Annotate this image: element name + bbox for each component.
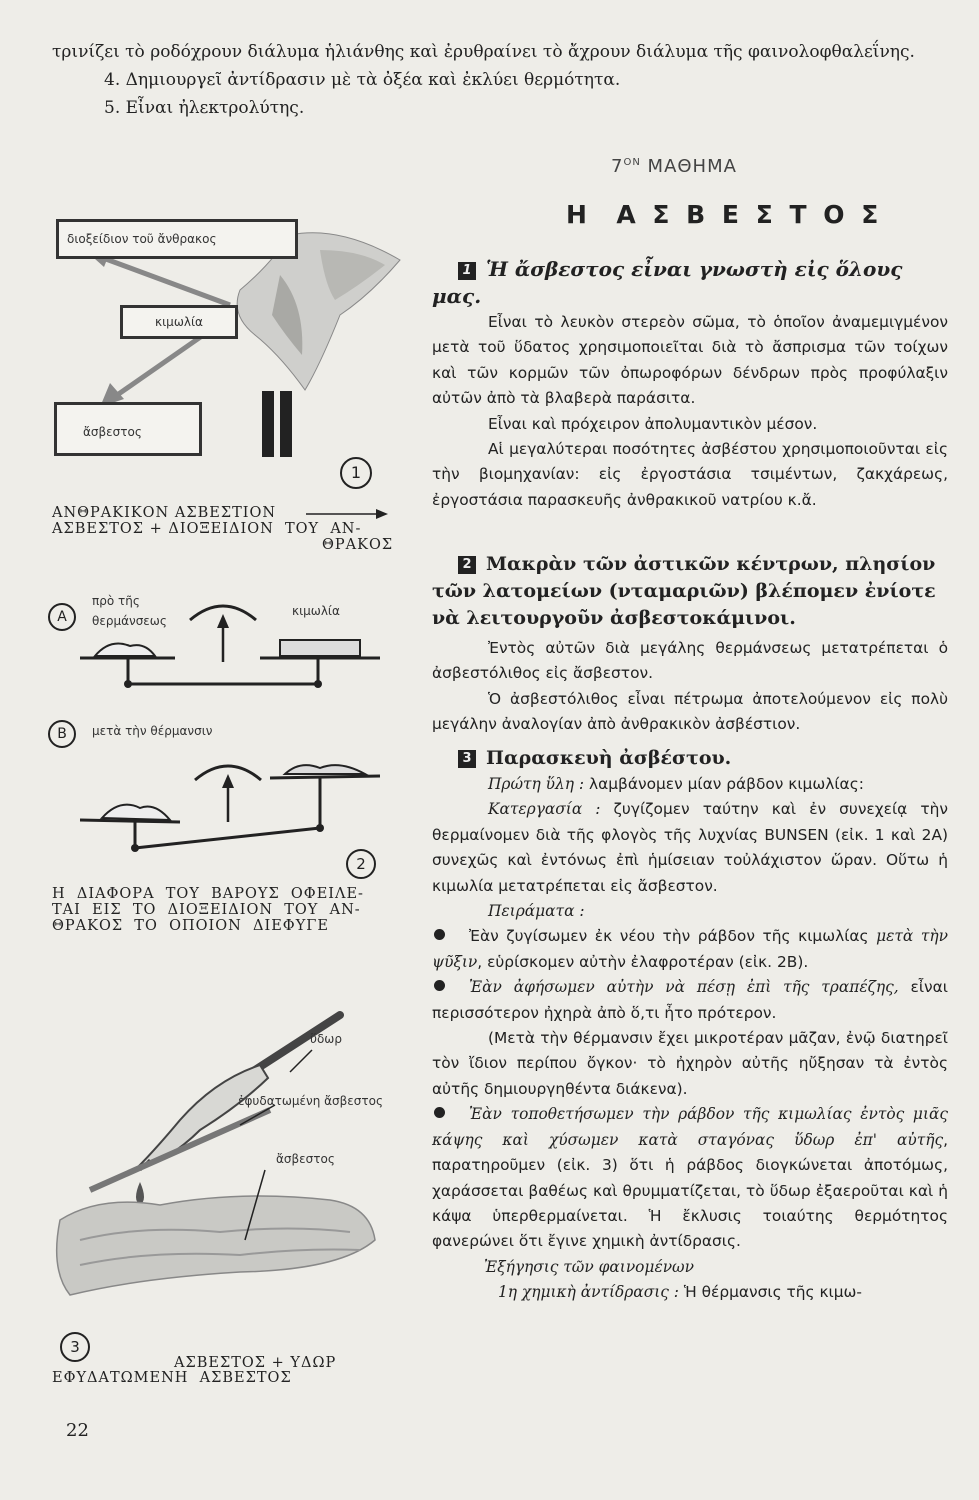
- experiment-3-text: , παρατηροῦμεν (εἰκ. 3) ὅτι ἡ ράβδος διογκώνεται ἀποτόμως, χαράσσεται βαθέως καὶ θρυμματίζεται, τὸ ὕδωρ ἐξαεροῦται καὶ ἡ κάψα ὑπερθερμαίνεται. Ἡ ἔκλυσις τοιαύτης θερμότητος φανερώνει ὅτι ἔγινε χημικὴ ἀντίδρασις.: [432, 1130, 948, 1251]
- figure-2a-chalk-label: κιμωλία: [292, 604, 340, 618]
- experiment-1-italic: μετὰ τὴν ψῦξιν: [432, 927, 948, 971]
- figure-2-caption-2: ΤΑΙ ΕΙΣ ΤΟ ΔΙΟΞΕΙΔΙΟΝ ΤΟΥ ΑΝ-: [52, 902, 361, 918]
- section-1-p3: Αἱ μεγαλύτεραι ποσότητες ἀσβέστου χρησιμοποιοῦνται εἰς τὴν βιομηχανίαν: εἰς ἐργοστάσια τσιμέντων, ζακχάρεως, ἐργοστάσια παρασκευῆς ἀνθρακικοῦ νατρίου κ.ἄ.: [432, 440, 948, 509]
- bullet-icon: [434, 929, 445, 940]
- figure-2b-label: μετὰ τὴν θέρμανσιν: [92, 724, 213, 738]
- section-1-p1: Εἶναι τὸ λευκὸν στερεὸν σῶμα, τὸ ὁποῖον ἀναμεμιγμένον μετὰ τοῦ ὕδατος χρησιμοποιεῖται διὰ τὸ ἄσπρισμα τῶν τοίχων καὶ τῶν κορμῶν τῶν ὀπωροφόρων δένδρων πρὸς προφύλαξιν αὐτῶν ἀπὸ τὰ βλαβερὰ παράσιτα.: [432, 313, 948, 408]
- figure-2a-label-1: πρὸ τῆς: [92, 594, 140, 608]
- experiment-2: [432, 975, 948, 1026]
- figure-2-number: 2: [346, 849, 376, 879]
- section-2-heading: [432, 551, 948, 632]
- section-1-heading: [432, 256, 948, 310]
- section-1-p2: Εἶναι καὶ πρόχειρον ἀπολυμαντικὸν μέσον.: [488, 414, 818, 433]
- figure-2-caption-1: Η ΔΙΑΦΟΡΑ ΤΟΥ ΒΑΡΟΥΣ ΟΦΕΙΛΕ-: [52, 886, 364, 902]
- section-3-heading: [432, 745, 948, 772]
- figure-2b-balance: [80, 750, 390, 860]
- intro-line-1: τρινίζει τὸ ροδόχρουν διάλυμα ἡλιάνθης καὶ ἐρυθραίνει τὸ ἄχρουν διάλυμα τῆς φαινολοφθαλεΐνης.: [52, 42, 915, 62]
- figure-3-drawing: [40, 1010, 430, 1330]
- raw-material-text: λαμβάνομεν μίαν ράβδον κιμωλίας:: [584, 775, 864, 793]
- section-2-number: 2: [458, 556, 476, 574]
- intro-line-2: 4. Δημιουργεῖ ἀντίδρασιν μὲ τὰ ὀξέα καὶ ἐκλύει θερμότητα.: [104, 70, 621, 90]
- figure-1-caption-1: ΑΝΘΡΑΚΙΚΟΝ ΑΣΒΕΣΤΙΟΝ: [52, 505, 277, 521]
- section-2-heading-text: Μακρὰν τῶν ἀστικῶν κέντρων, πλησίον τῶν λατομείων (νταμαριῶν) βλέπομεν ἐνίοτε νὰ λειτουργοῦν ἀσβεστοκάμινοι.: [432, 553, 936, 629]
- lime-label: ἄσβεστος: [276, 1152, 335, 1166]
- figure-2b-marker: B: [48, 720, 76, 748]
- experiment-2-italic: Ἐὰν ἀφήσωμεν αὐτὴν νὰ πέσῃ ἐπὶ τῆς τραπέζης,: [469, 978, 899, 997]
- lesson-word: ΜΑΘΗΜΑ: [647, 156, 737, 177]
- explanation-heading: [432, 1255, 948, 1280]
- explanation-paren: (Μετὰ τὴν θέρμανσιν ἔχει μικροτέραν μᾶζαν, ἐνῷ διατηρεῖ τὸν ἴδιον περίπου ὄγκον· τὸ ἠχηρὸν αὐτῆς ηὔξησαν τὰ ἐντὸς αὐτῆς δημιουργηθέντα διάκενα).: [432, 1029, 948, 1098]
- section-2-p1: Ἐντὸς αὐτῶν διὰ μεγάλης θερμάνσεως μετατρέπεται ὁ ἀσβεστόλιθος εἰς ἄσβεστον.: [432, 639, 948, 683]
- first-reaction-text: Ἡ θέρμανσις τῆς κιμω-: [678, 1283, 862, 1302]
- experiments-label: [432, 899, 948, 924]
- experiment-1: [432, 924, 948, 975]
- intro-line-3: 5. Εἶναι ἠλεκτρολύτης.: [104, 98, 305, 118]
- section-3-number: 3: [458, 750, 476, 768]
- bullet-icon: [434, 980, 445, 991]
- figure-1-number: 1: [340, 457, 372, 489]
- first-reaction: [432, 1280, 948, 1305]
- figure-3-caption-1: ΑΣΒΕΣΤΟΣ + ΥΔΩΡ: [174, 1355, 337, 1371]
- section-2-p2: Ὁ ἀσβεστόλιθος εἶναι πέτρωμα ἀποτελούμενον εἰς πολὺ μεγάλην ἀναλογίαν ἀπὸ ἀνθρακικὸν ἀσβέστιον.: [432, 689, 948, 734]
- experiment-1-text: Ἐὰν ζυγίσωμεν ἐκ νέου τὴν ράβδον τῆς κιμωλίας: [469, 927, 877, 946]
- figure-3-caption-2: ΕΦΥΔΑΤΩΜΕΝΗ ΑΣΒΕΣΤΟΣ: [52, 1370, 292, 1386]
- figure-2a-marker: A: [48, 603, 76, 631]
- explanation-heading-text: Ἐξήγησις τῶν φαινομένων: [484, 1257, 694, 1276]
- section-2: [432, 551, 948, 738]
- lesson-ordinal: ΟΝ: [623, 157, 641, 168]
- experiment-3: [432, 1102, 948, 1254]
- raw-material-label: Πρώτη ὕλη :: [488, 775, 585, 793]
- figure-1-caption-2: ΑΣΒΕΣΤΟΣ + ΔΙΟΞΕΙΔΙΟΝ ΤΟΥ ΑΝ-: [52, 521, 362, 537]
- procedure-text: ζυγίζομεν ταύτην καὶ ἐν συνεχείᾳ τὴν θερμαίνομεν διὰ τῆς φλογὸς τῆς λυχνίας BUNSEN (εἰκ. 1 καὶ 2Α) συνεχῶς καὶ ἐντόνως ἐπὶ ἡμίσειαν τοὐλάχιστον ὥραν. Οὕτω ἡ κιμωλία μετατρέπεται εἰς ἄσβεστον.: [432, 800, 948, 895]
- experiment-3-italic: Ἐὰν τοποθετήσωμεν τὴν ράβδον τῆς κιμωλίας ἐντὸς μιᾶς κάψης καὶ χύσωμεν κατὰ σταγόνας ὕδωρ ἐπ' αὐτῆς: [432, 1105, 948, 1149]
- raw-material: [432, 772, 948, 797]
- reaction-arrow-icon: [304, 506, 390, 522]
- bullet-icon: [434, 1107, 445, 1118]
- section-1: [432, 256, 948, 513]
- procedure-label: Κατεργασία :: [488, 800, 601, 819]
- section-1-heading-text: Ἡ ἄσβεστος εἶναι γνωστὴ εἰς ὅλους μας.: [432, 257, 903, 308]
- lime-label-box: ἄσβεστος: [54, 402, 202, 456]
- figure-2-caption-3: ΘΡΑΚΟΣ ΤΟ ΟΠΟΙΟΝ ΔΙΕΦΥΓΕ: [52, 918, 329, 934]
- section-3: [432, 745, 948, 1306]
- slaked-lime-label: ἐφυδατωμένη ἄσβεστος: [238, 1094, 383, 1108]
- water-label: ὕδωρ: [310, 1032, 342, 1046]
- page-title: Η Α Σ Β Ε Σ Τ Ο Σ: [566, 200, 883, 229]
- figure-1-caption-3: ΘΡΑΚΟΣ: [322, 537, 394, 553]
- section-3-heading-text: Παρασκευὴ ἀσβέστου.: [486, 747, 732, 769]
- procedure: [432, 797, 948, 899]
- first-reaction-label: 1η χημικὴ ἀντίδρασις :: [498, 1283, 679, 1302]
- chalk-label-box: κιμωλία: [120, 305, 238, 339]
- experiments-label-text: Πειράματα :: [488, 902, 585, 921]
- experiment-2-text: εἶναι περισσότερον ἠχηρὰ ἀπὸ ὅ,τι ἦτο πρότερον.: [432, 978, 948, 1022]
- co2-label-box: διοξείδιον τοῦ ἄνθρακος: [56, 219, 298, 259]
- experiment-1-end: , εὑρίσκομεν αὐτὴν ἐλαφροτέραν (εἰκ. 2Β).: [477, 952, 809, 971]
- section-1-number: 1: [458, 262, 476, 280]
- figure-2a-balance: [80, 590, 390, 700]
- lesson-number: 7: [611, 156, 624, 177]
- page-number: 22: [66, 1420, 89, 1441]
- figure-3-number: 3: [60, 1332, 90, 1362]
- figure-2a-label-2: θερμάνσεως: [92, 614, 167, 628]
- lesson-label: [611, 156, 737, 177]
